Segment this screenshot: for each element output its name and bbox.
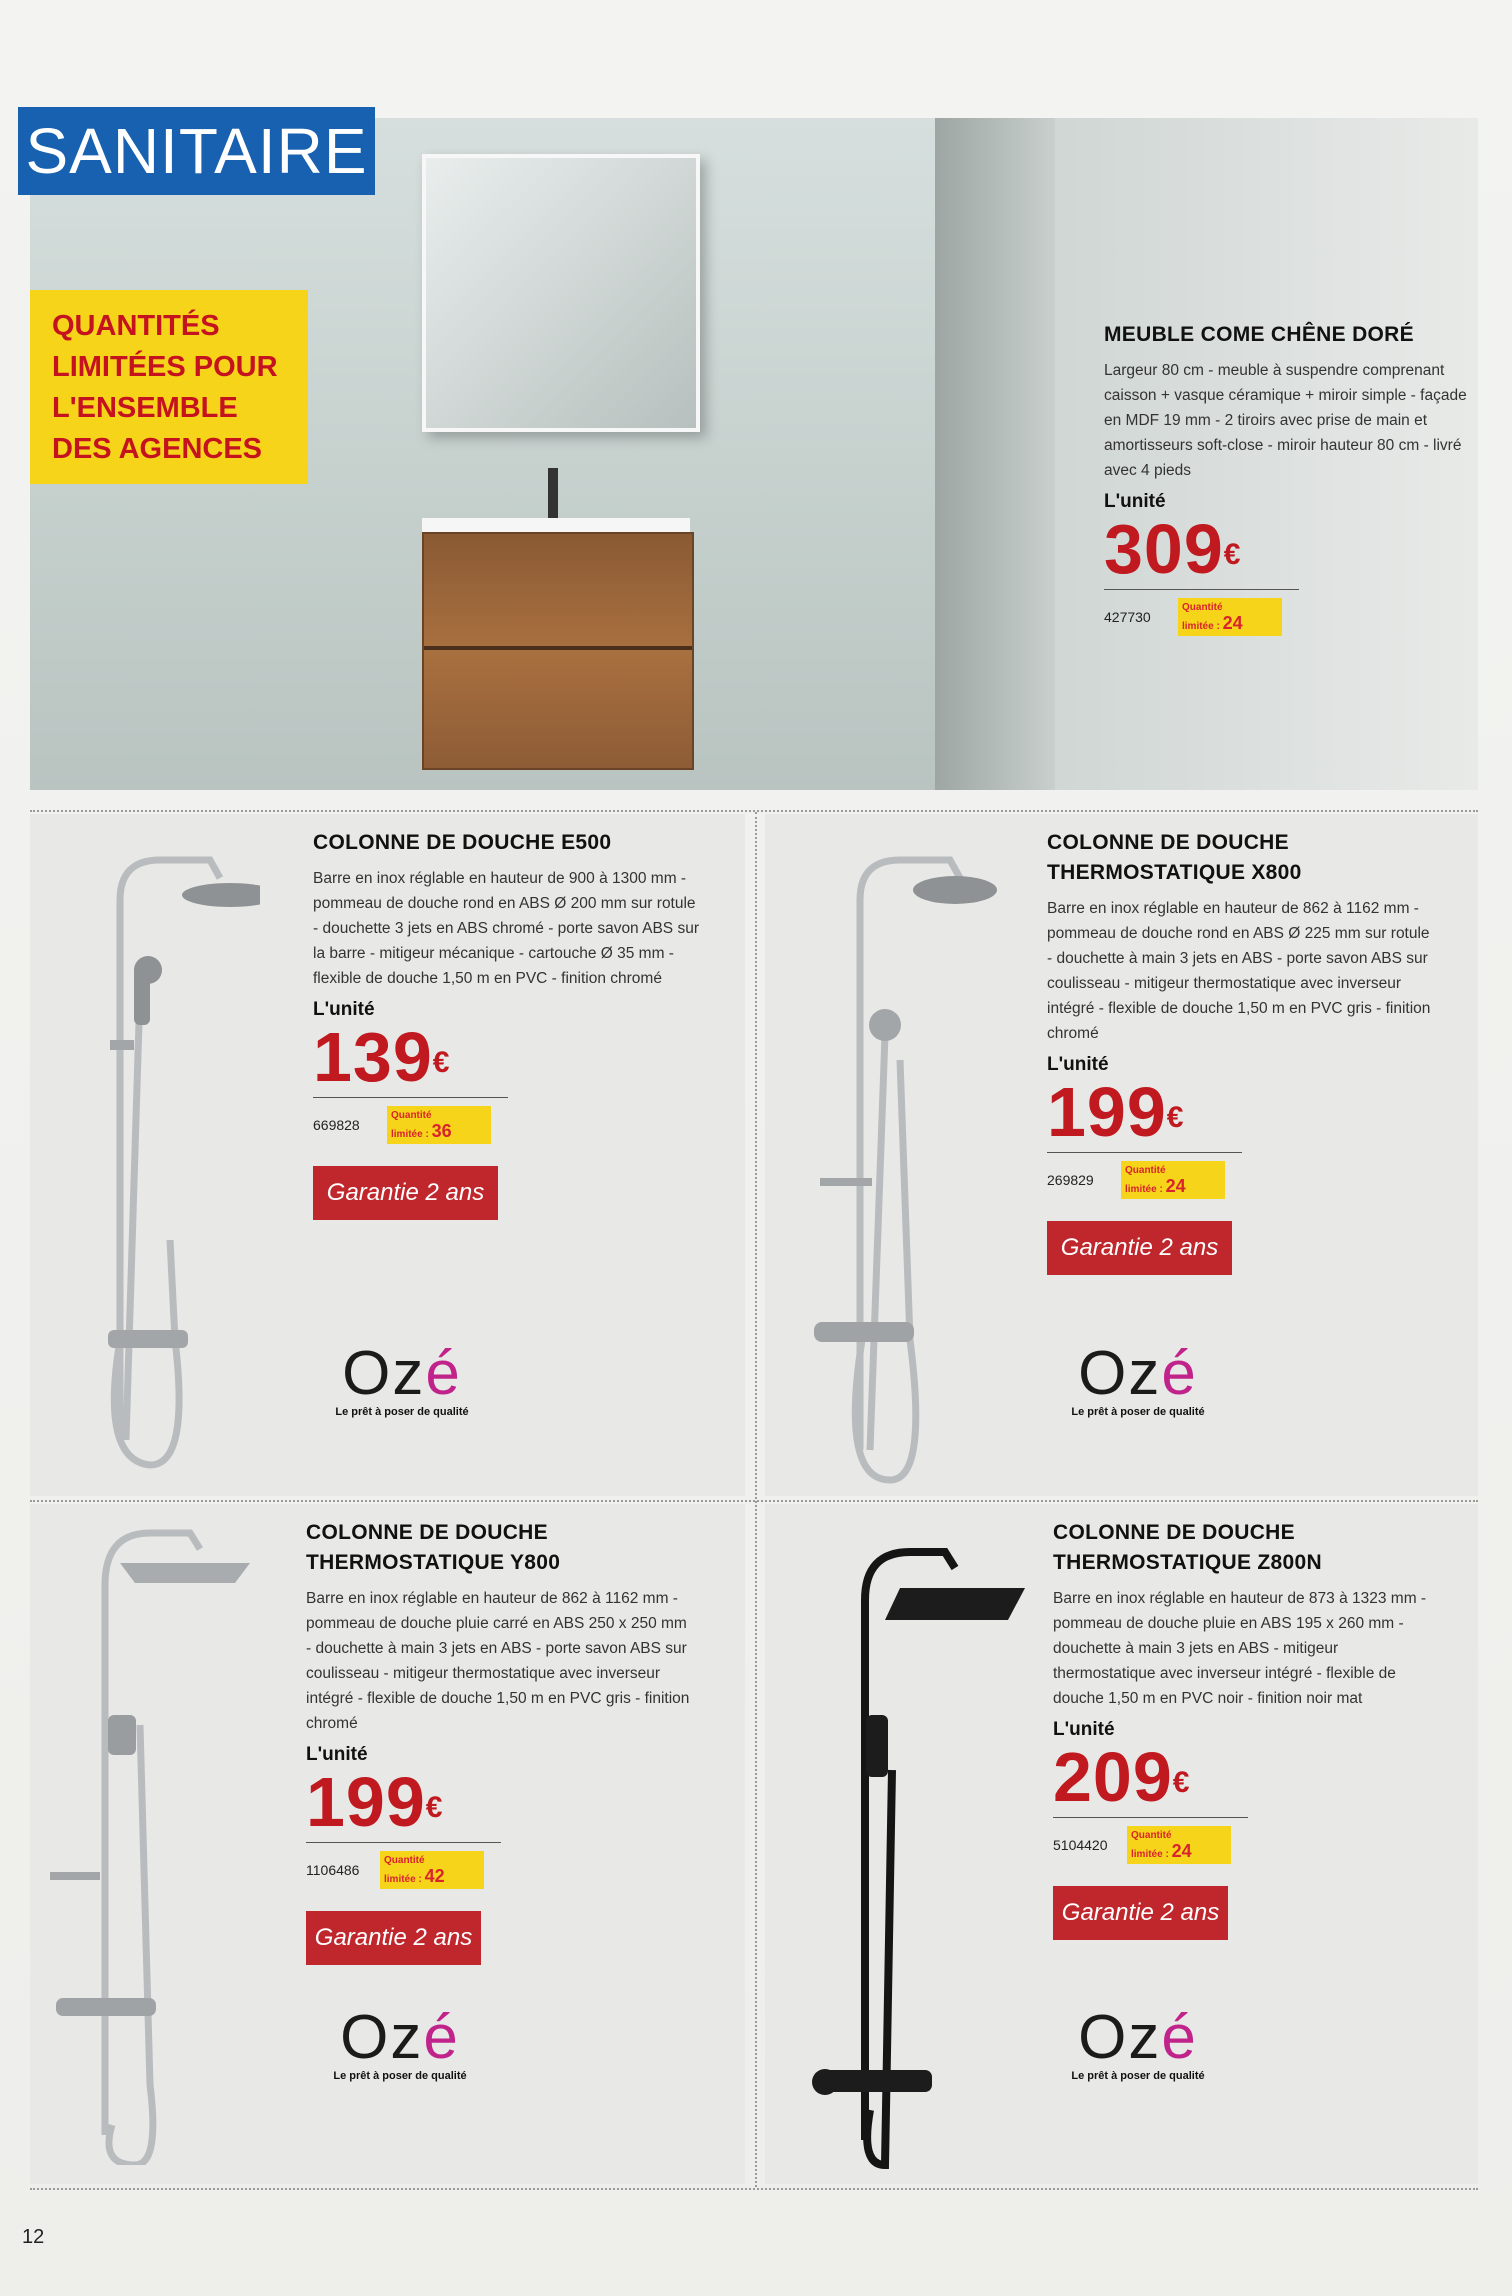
- wall-photo: [935, 118, 1055, 790]
- divider: [30, 1500, 1478, 1502]
- cabinet-image: [422, 532, 694, 770]
- product-price: 209€: [1053, 1738, 1191, 1816]
- product-description: Largeur 80 cm - meuble à suspendre comprenant caisson + vasque céramique + miroir simple - façade en MDF 19 mm - 2 tiroirs avec prise de main et amortisseurs soft-close - miroir hauteur 80 cm - livré avec 4 pieds: [1104, 362, 1467, 479]
- unit-label: L'unité: [1053, 1719, 1115, 1740]
- quantity-badge: Quantité limitée : 24: [1127, 1826, 1231, 1864]
- brand-tagline: Le prêt à poser de qualité: [1071, 1406, 1205, 1418]
- product-title: MEUBLE COME CHÊNE DORÉ: [1104, 323, 1414, 346]
- notice-line: DES AGENCES: [52, 433, 263, 465]
- limited-quantity-notice: [30, 290, 308, 484]
- quantity-badge: Quantité limitée : 24: [1121, 1161, 1225, 1199]
- product-sku: 1106486: [306, 1862, 360, 1878]
- brand-tagline: Le prêt à poser de qualité: [335, 1406, 469, 1418]
- oze-logo: Ozé Le prêt à poser de qualité: [1038, 2006, 1238, 2082]
- product-price: 309€: [1104, 510, 1242, 588]
- product-description: Barre en inox réglable en hauteur de 862 à 1162 mm - pommeau de douche pluie carré en ABS 250 x 250 mm - douchette à main 3 jets en ABS - porte savon ABS sur coulisseau - mitigeur thermostatique avec inverseur intégré - flexible de douche 1,50 m en PVC gris - finition chromé: [306, 1590, 690, 1732]
- unit-label: L'unité: [313, 999, 375, 1020]
- product-sku: 669828: [313, 1117, 360, 1133]
- product-info: [306, 1518, 696, 1965]
- mirror-image: [422, 154, 700, 432]
- warranty-badge: Garantie 2 ans: [1053, 1886, 1228, 1940]
- product-sku: 5104420: [1053, 1837, 1108, 1853]
- product-price: 199€: [306, 1763, 444, 1841]
- notice-line: LIMITÉES POUR: [52, 351, 278, 383]
- warranty-badge: Garantie 2 ans: [306, 1911, 481, 1965]
- product-sku: 269829: [1047, 1172, 1094, 1188]
- product-title: COLONNE DE DOUCHE E500: [313, 831, 612, 854]
- section-title: SANITAIRE: [18, 107, 375, 195]
- brand-tagline: Le prêt à poser de qualité: [333, 2070, 467, 2082]
- notice-line: L'ENSEMBLE: [52, 392, 238, 424]
- warranty-badge: Garantie 2 ans: [313, 1166, 498, 1220]
- product-info: [1053, 1518, 1443, 1940]
- oze-logo: Ozé Le prêt à poser de qualité: [1038, 1342, 1238, 1418]
- shower-z800n-image: [780, 1540, 1040, 2170]
- notice-line: QUANTITÉS: [52, 310, 220, 342]
- brand-tagline: Le prêt à poser de qualité: [1071, 2070, 1205, 2082]
- hero-product-info: [1104, 320, 1484, 636]
- unit-label: L'unité: [1104, 491, 1166, 512]
- product-description: Barre en inox réglable en hauteur de 900 à 1300 mm - pommeau de douche rond en ABS Ø 200 mm sur rotule - douchette 3 jets en ABS chromé - porte savon ABS sur la barre - mitigeur mécanique - cartouche Ø 35 mm - flexible de douche 1,50 m en PVC - finition chromé: [313, 870, 699, 987]
- unit-label: L'unité: [1047, 1054, 1109, 1075]
- product-description: Barre en inox réglable en hauteur de 873 à 1323 mm - pommeau de douche pluie en ABS 195 x 260 mm - douchette à main 3 jets en ABS - mitigeur thermostatique avec inverseur intégré - flexible de douche 1,50 m en PVC noir - finition noir mat: [1053, 1590, 1427, 1707]
- product-title: COLONNE DE DOUCHE THERMOSTATIQUE X800: [1047, 831, 1302, 884]
- unit-label: L'unité: [306, 1744, 368, 1765]
- product-description: Barre en inox réglable en hauteur de 862 à 1162 mm - pommeau de douche rond en ABS Ø 225 mm sur rotule - douchette à main 3 jets en ABS - porte savon ABS sur coulisseau - mitigeur thermostatique avec inverseur intégré - flexible de douche 1,50 m en PVC gris - finition chromé: [1047, 900, 1431, 1042]
- product-price: 199€: [1047, 1073, 1185, 1151]
- divider: [30, 810, 1478, 812]
- product-price: 139€: [313, 1018, 451, 1096]
- quantity-badge: Quantité limitée : 36: [387, 1106, 491, 1144]
- warranty-badge: Garantie 2 ans: [1047, 1221, 1232, 1275]
- faucet-image: [548, 468, 558, 520]
- product-sku: 427730: [1104, 609, 1151, 625]
- product-info: [1047, 828, 1437, 1275]
- quantity-badge: Quantité limitée : 24: [1178, 598, 1282, 636]
- oze-logo: Ozé Le prêt à poser de qualité: [302, 1342, 502, 1418]
- shower-x800-image: [800, 840, 1000, 1490]
- product-info: [313, 828, 703, 1220]
- product-title: COLONNE DE DOUCHE THERMOSTATIQUE Z800N: [1053, 1521, 1322, 1574]
- divider: [30, 2188, 1478, 2190]
- quantity-badge: Quantité limitée : 42: [380, 1851, 484, 1889]
- basin-image: [422, 518, 690, 532]
- page-number: 12: [22, 2226, 45, 2248]
- oze-logo: Ozé Le prêt à poser de qualité: [300, 2006, 500, 2082]
- product-title: COLONNE DE DOUCHE THERMOSTATIQUE Y800: [306, 1521, 561, 1574]
- shower-e500-image: [60, 840, 260, 1480]
- shower-y800-image: [50, 1525, 270, 2165]
